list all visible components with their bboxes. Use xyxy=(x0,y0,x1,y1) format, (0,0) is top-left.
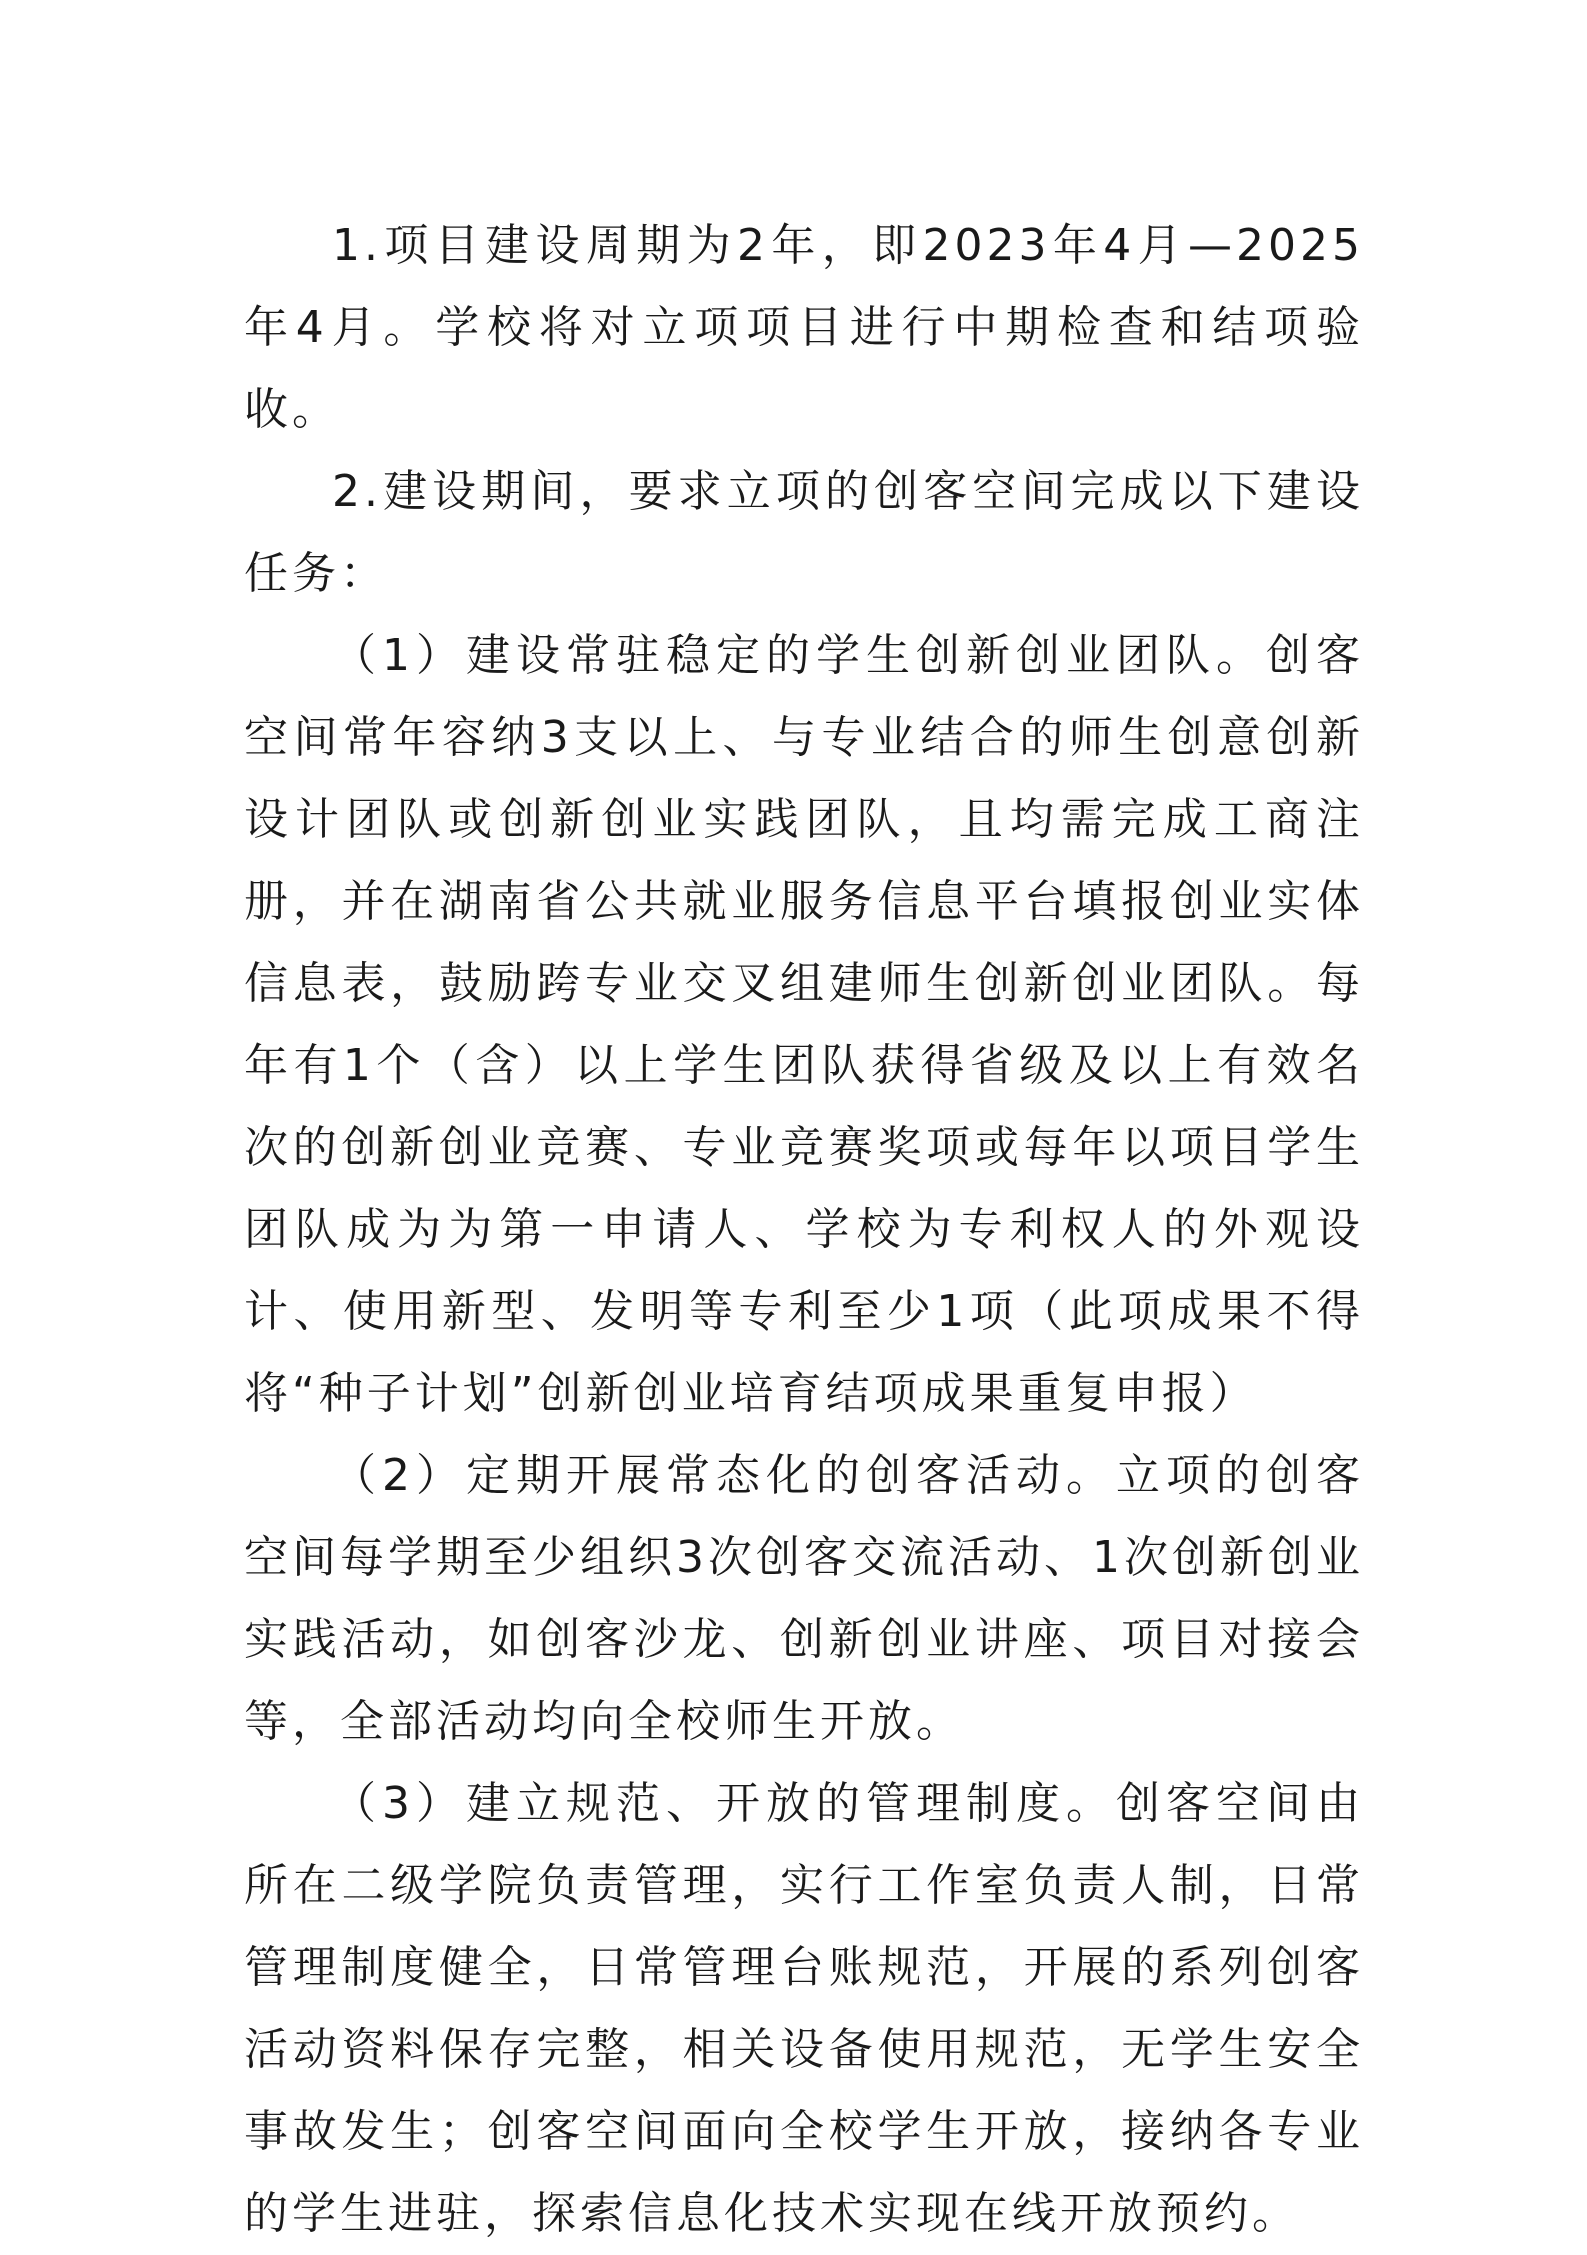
document-body xyxy=(244,205,1364,2255)
paragraph-construction-tasks-intro: 2.建设期间，要求立项的创客空间完成以下建设任务： xyxy=(244,466,1364,599)
paragraph-task-3-management: （3）建立规范、开放的管理制度。创客空间由所在二级学院负责管理，实行工作室负责人制，日常管理制度健全，日常管理台账规范，开展的系列创客活动资料保存完整，相关设备使用规范，无学生安全事故发生；创客空间面向全校学生开放，接纳各专业的学生进驻，探索信息化技术实现在线开放预约。 xyxy=(244,1778,1364,2239)
paragraph-task-1-teams: （1）建设常驻稳定的学生创新创业团队。创客空间常年容纳3支以上、与专业结合的师生创意创新设计团队或创新创业实践团队，且均需完成工商注册，并在湖南省公共就业服务信息平台填报创业实体信息表，鼓励跨专业交叉组建师生创新创业团队。每年有1个（含）以上学生团队获得省级及以上有效名次的创新创业竞赛、专业竞赛奖项或每年以项目学生团队成为为第一申请人、学校为专利权人的外观设计、使用新型、发明等专利至少1项（此项成果不得将“种子计划”创新创业培育结项成果重复申报） xyxy=(244,630,1364,1419)
paragraph-task-2-activities: （2）定期开展常态化的创客活动。立项的创客空间每学期至少组织3次创客交流活动、1次创新创业实践活动，如创客沙龙、创新创业讲座、项目对接会等，全部活动均向全校师生开放。 xyxy=(244,1450,1364,1747)
paragraph-project-period: 1.项目建设周期为2年，即2023年4月—2025年4月。学校将对立项项目进行中期检查和结项验收。 xyxy=(244,220,1364,435)
